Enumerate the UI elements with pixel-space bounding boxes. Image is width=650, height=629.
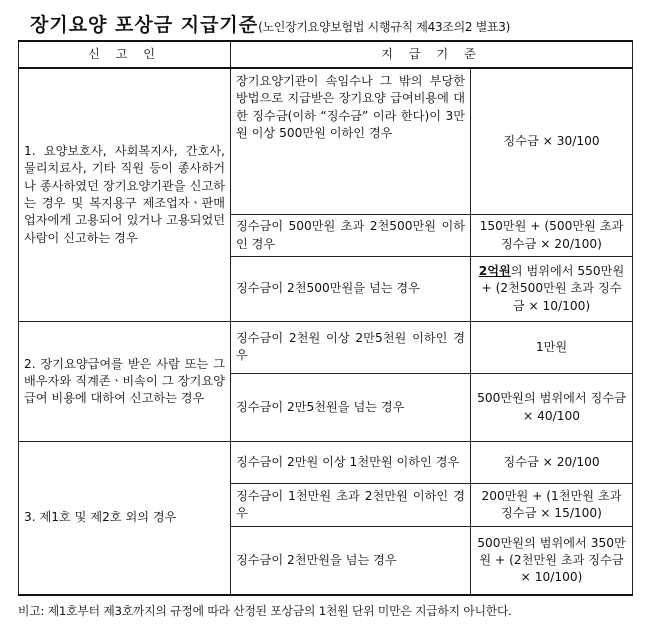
amount-cell: 500만원의 범위에서 350만원 + (2천만원 초과 징수금 × 10/100): [471, 527, 633, 595]
amount-text: 의 범위에서 550만원 + (2천500만원 초과 징수금 × 10/100): [481, 263, 625, 313]
amount-cell: 150만원 + (500만원 초과 징수금 × 20/100): [471, 215, 633, 256]
title-source: (노인장기요양보험법 시행규칙 제43조의2 별표3): [258, 20, 511, 34]
reporter-cell-1: 1. 요양보호사, 사회복지사, 간호사, 물리치료사, 기타 직원 등이 종사하거나 종사하였던 장기요양기관을 신고하는 경우 및 복지용구 제조업자ㆍ판매업자에게 고용되어 있거나 고용되었던 사람이 신고하는 경우: [19, 68, 231, 322]
document-title: [30, 10, 510, 37]
table-row: [19, 442, 633, 483]
condition-cell: 징수금이 2천500만원을 넘는 경우: [231, 256, 471, 321]
table-row: [19, 68, 633, 215]
amount-cell: 징수금 × 30/100: [471, 68, 633, 215]
table-header-row: [19, 41, 633, 68]
reward-criteria-table: [18, 40, 633, 596]
reporter-cell-3: 3. 제1호 및 제2호 외의 경우: [19, 442, 231, 595]
table-row: [19, 322, 633, 374]
condition-cell: 징수금이 2만5천원을 넘는 경우: [231, 373, 471, 441]
condition-cell: 징수금이 1천만원 초과 2천만원 이하인 경우: [231, 483, 471, 526]
amount-cell: 1만원: [471, 322, 633, 374]
condition-cell: 징수금이 2천만원을 넘는 경우: [231, 527, 471, 595]
title-main: 장기요양 포상금 지급기준: [30, 14, 259, 36]
condition-cell: 징수금이 500만원 초과 2천500만원 이하인 경우: [231, 215, 471, 256]
condition-cell: 징수금이 2만원 이상 1천만원 이하인 경우: [231, 442, 471, 483]
amount-cap-emphasis: 2억원: [478, 263, 511, 278]
amount-cell: 500만원의 범위에서 징수금 × 40/100: [471, 373, 633, 441]
amount-cell: [471, 256, 633, 321]
header-reporter: 신 고 인: [19, 41, 231, 68]
condition-cell: 징수금이 2천원 이상 2만5천원 이하인 경우: [231, 322, 471, 374]
reporter-cell-2: 2. 장기요양급여를 받은 사람 또는 그 배우자와 직계존ㆍ비속이 그 장기요양급여 비용에 대하여 신고하는 경우: [19, 322, 231, 442]
amount-cell: 징수금 × 20/100: [471, 442, 633, 483]
header-criteria: 지 급 기 준: [231, 41, 633, 68]
condition-cell: 장기요양기관이 속임수나 그 밖의 부당한 방법으로 지급받은 장기요양 급여비용에 대한 징수금(이하 “징수금” 이라 한다)이 3만원 이상 500만원 이하인 경우: [231, 68, 471, 215]
amount-cell: 200만원 + (1천만원 초과 징수금 × 15/100): [471, 483, 633, 526]
footnote: 비고: 제1호부터 제3호까지의 규정에 따라 산정된 포상금의 1천원 단위 미만은 지급하지 아니한다.: [18, 604, 512, 618]
